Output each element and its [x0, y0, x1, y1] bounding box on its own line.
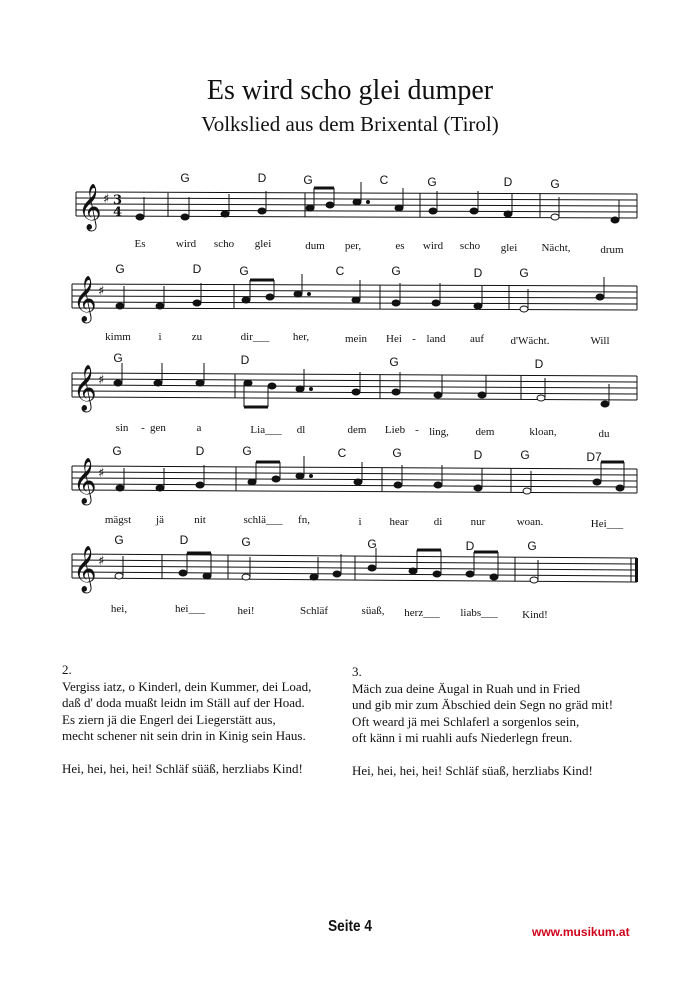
lyric-syllable: - — [141, 422, 145, 434]
lyric-syllable: dl — [296, 424, 306, 436]
svg-text:𝄞: 𝄞 — [73, 365, 97, 411]
chord: D — [240, 353, 250, 367]
chord: D — [465, 539, 475, 553]
chord: C — [337, 446, 347, 460]
lyric-syllable: auf — [469, 333, 485, 345]
lyric-syllable: jä — [156, 514, 164, 526]
chord: G — [389, 355, 399, 369]
verse-number: 3. — [352, 664, 362, 679]
lyric-syllable: wird — [422, 240, 444, 252]
lyric-syllable: scho — [213, 238, 235, 250]
music-system-3 — [0, 345, 700, 440]
chord: G — [427, 175, 437, 189]
lyric-syllable: her, — [292, 331, 310, 343]
lyric-syllable: scho — [459, 240, 481, 252]
chord: G — [367, 537, 377, 551]
svg-text:♯: ♯ — [98, 554, 105, 569]
music-system-4 — [0, 440, 700, 532]
verse-line: Es ziern jä die Engerl dei Liegerstätt aus, — [62, 711, 276, 727]
chord: C — [379, 173, 389, 187]
lyric-syllable: glei — [254, 238, 272, 250]
lyric-syllable: du — [598, 428, 610, 440]
lyric-syllable: sin — [115, 422, 129, 434]
lyric-syllable: a — [196, 422, 202, 434]
verse-line: daß d' doda muaßt leidn im Ställ auf der Hoad. — [62, 695, 305, 710]
lyric-syllable: Will — [590, 335, 610, 347]
svg-text:𝄞: 𝄞 — [73, 546, 97, 592]
song-subtitle: Volkslied aus dem Brixental (Tirol) — [201, 112, 499, 136]
lyric-syllable: kimm — [105, 331, 131, 343]
music-staff — [0, 530, 700, 625]
lyric-syllable: Hei — [386, 333, 402, 345]
lyric-syllable: - — [412, 333, 416, 345]
lyric-syllable: süaß, — [361, 605, 385, 617]
verse-2 — [62, 662, 311, 777]
lyric-syllable: herz___ — [404, 607, 440, 619]
lyric-syllable: i — [358, 516, 362, 528]
lyric-syllable: d'Wächt. — [510, 335, 550, 347]
music-system-5 — [0, 530, 700, 625]
verse-3 — [352, 664, 613, 779]
lyric-syllable: Hei___ — [590, 518, 624, 530]
verse-refrain: Hei, hei, hei, hei! Schläf süaß, herzliabs Kind! — [352, 762, 593, 778]
lyric-syllable: Schläf — [299, 605, 329, 617]
music-system-1 — [0, 165, 700, 255]
lyric-syllable: schlä___ — [243, 514, 283, 526]
chord: D — [192, 262, 202, 276]
chord: G — [391, 264, 401, 278]
music-system-2 — [0, 257, 700, 347]
lyric-syllable: dum — [305, 240, 325, 252]
chord: C — [335, 264, 345, 278]
chord: D7 — [586, 450, 602, 464]
lyric-syllable: ling, — [429, 426, 449, 438]
chord: D — [503, 175, 513, 189]
verse-line: Vergiss iatz, o Kinderl, dein Kummer, dei Load, — [62, 678, 312, 694]
lyric-syllable: dem — [475, 426, 495, 438]
lyric-syllable: nur — [470, 516, 486, 528]
lyric-syllable: Lia___ — [250, 424, 282, 436]
lyric-syllable: di — [433, 516, 443, 528]
svg-text:♯: ♯ — [98, 466, 105, 481]
chord: G — [180, 171, 190, 185]
chord: G — [550, 177, 560, 191]
lyric-syllable: hei, — [110, 603, 128, 615]
verse-line: oft känn i mi ruahli aufs Niederlegn freun. — [352, 730, 573, 745]
chord: D — [534, 357, 544, 371]
lyric-syllable: hei___ — [175, 603, 205, 615]
lyric-syllable: - — [415, 424, 419, 436]
chord: G — [113, 351, 123, 365]
lyric-syllable: kloan, — [529, 426, 557, 438]
chord: D — [179, 533, 189, 547]
chord: G — [241, 535, 251, 549]
lyric-syllable: i — [158, 331, 162, 343]
chord: D — [257, 171, 267, 185]
lyric-syllable: drum — [600, 244, 624, 256]
verse-line: Mäch zua deine Äugal in Ruah und in Fried — [352, 680, 581, 696]
svg-text:𝄞: 𝄞 — [73, 458, 97, 504]
svg-text:𝄞: 𝄞 — [73, 276, 97, 322]
lyric-syllable: Kind! — [522, 609, 548, 621]
chord: G — [303, 173, 313, 187]
lyric-syllable: nit — [194, 514, 206, 526]
lyric-syllable: liabs___ — [460, 607, 498, 619]
lyric-syllable: wird — [175, 238, 197, 250]
svg-text:♯: ♯ — [103, 192, 110, 207]
chord: G — [242, 444, 252, 458]
lyric-syllable: gen — [150, 422, 166, 434]
page-number: Seite 4 — [328, 918, 372, 935]
lyric-syllable: land — [426, 333, 446, 345]
svg-text:♯: ♯ — [98, 373, 105, 388]
verse-refrain: Hei, hei, hei, hei! Schläf süäß, herzliabs Kind! — [62, 760, 303, 776]
website-link[interactable]: www.musikum.at — [532, 925, 630, 939]
song-title: Es wird scho glei dumper — [206, 75, 494, 106]
verse-number: 2. — [62, 662, 72, 677]
chord: G — [239, 264, 249, 278]
chord: G — [115, 262, 125, 276]
lyric-syllable: Nächt, — [541, 242, 571, 254]
chord: G — [392, 446, 402, 460]
chord: G — [519, 266, 529, 280]
chord: G — [114, 533, 124, 547]
lyric-syllable: dir___ — [240, 331, 270, 343]
chord: G — [527, 539, 537, 553]
lyric-syllable: hear — [389, 516, 409, 528]
chord: D — [473, 266, 483, 280]
lyric-syllable: per, — [344, 240, 362, 252]
lyric-syllable: woan. — [516, 516, 544, 528]
chord: G — [520, 448, 530, 462]
svg-text:♯: ♯ — [98, 284, 105, 299]
svg-text:4: 4 — [113, 205, 123, 220]
lyric-syllable: zu — [191, 331, 203, 343]
lyric-syllable: es — [395, 240, 405, 252]
chord: D — [195, 444, 205, 458]
lyric-syllable: glei — [500, 242, 518, 254]
svg-text:𝄞: 𝄞 — [78, 184, 102, 230]
chord: G — [112, 444, 122, 458]
verse-line: und gib mir zum Äbschied dein Segn no gräd mit! — [352, 697, 614, 712]
lyric-syllable: Lieb — [384, 424, 406, 436]
lyric-syllable: fn, — [298, 514, 310, 526]
lyric-syllable: mägst — [104, 514, 132, 526]
verse-spacer — [62, 745, 311, 761]
verse-line: mecht schener nit sein drin in Kinig sein Haus. — [62, 728, 306, 743]
verse-spacer — [352, 747, 613, 763]
lyric-syllable: mein — [345, 333, 367, 345]
lyric-syllable: Es — [134, 238, 146, 250]
chord: D — [473, 448, 483, 462]
svg-text:3: 3 — [113, 193, 123, 208]
lyric-syllable: hei! — [237, 605, 255, 617]
verse-line: Oft weard jä mei Schlaferl a sorgenlos sein, — [352, 713, 580, 729]
lyric-syllable: dem — [347, 424, 367, 436]
